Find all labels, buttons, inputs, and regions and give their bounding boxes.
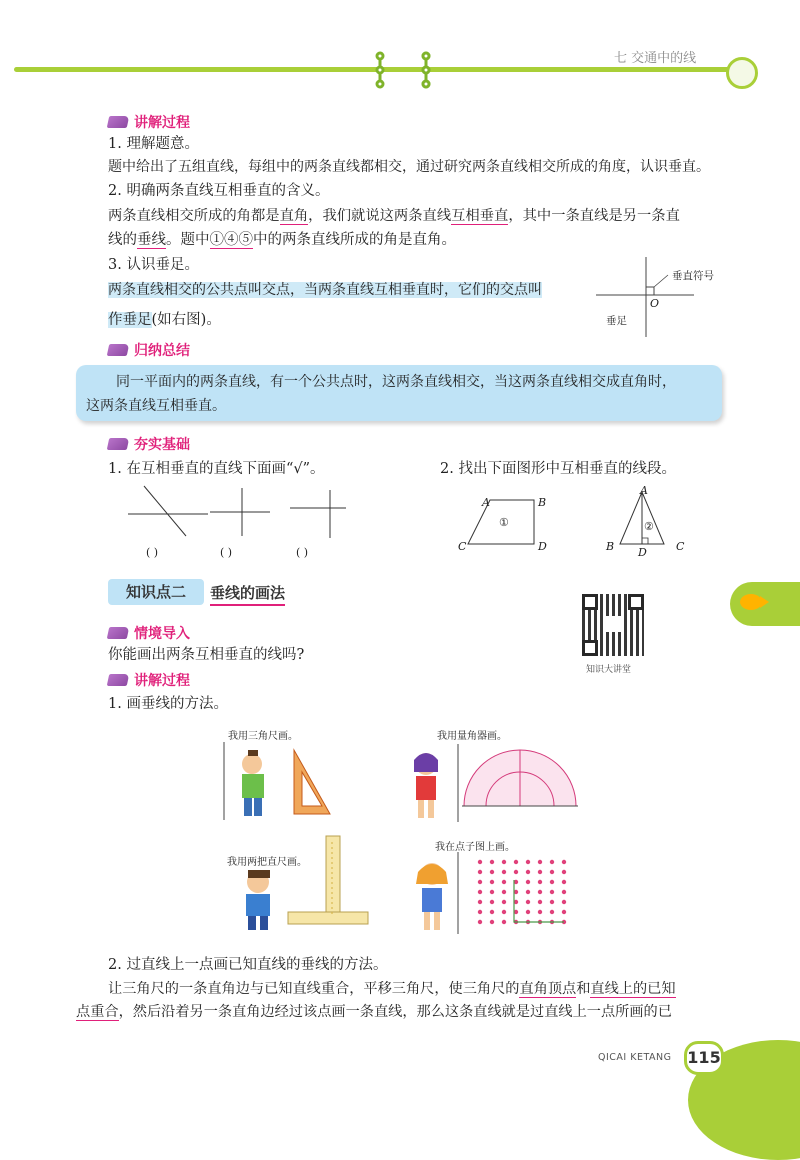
fish-icon — [740, 594, 762, 610]
chapter-title: 七 交通中的线 — [614, 51, 697, 66]
grid-dot — [502, 870, 506, 874]
grid-dot — [514, 870, 518, 874]
illustration-dot-grid — [404, 852, 574, 936]
book-icon — [107, 674, 130, 686]
caption-protractor: 我用量角器画。 — [437, 731, 507, 742]
grid-dot — [514, 860, 518, 864]
grid-dot — [490, 870, 494, 874]
tri-label-c: C — [676, 540, 685, 553]
grid-dot — [562, 880, 566, 884]
trapezoid-figure — [458, 488, 698, 568]
grid-dot — [538, 910, 542, 914]
grid-dot — [502, 890, 506, 894]
grid-dot — [526, 880, 530, 884]
trap-label-d: D — [538, 540, 547, 553]
book-icon — [107, 438, 130, 450]
illustration-protractor — [402, 742, 582, 822]
knowledge-point-title: 垂线的画法 — [210, 582, 285, 606]
trap-label-c: C — [458, 540, 467, 553]
section-heading-summary: 归纳总结 — [108, 340, 190, 360]
grid-dot — [478, 870, 482, 874]
paragraph-definition-2: 线的垂线。题中①④⑤中的两条直线所成的角是直角。 — [108, 232, 456, 248]
figure-label-o: O — [650, 297, 660, 310]
tri-label-d: D — [638, 546, 647, 559]
grid-dot — [538, 860, 542, 864]
paragraph-foot: 两条直线相交的公共点叫交点，当两条直线互相垂直时，它们的交点叫 — [108, 282, 542, 298]
qr-code[interactable] — [582, 594, 644, 656]
grid-dot — [478, 890, 482, 894]
grid-dot — [478, 910, 482, 914]
grid-dot — [562, 910, 566, 914]
grid-dot — [562, 860, 566, 864]
grid-dot — [562, 870, 566, 874]
section-heading-explain: 讲解过程 — [108, 112, 190, 132]
grid-dot — [502, 900, 506, 904]
grid-dot — [550, 890, 554, 894]
section-heading-intro: 情境导入 — [108, 623, 190, 643]
grid-dot — [538, 890, 542, 894]
grid-dot — [526, 910, 530, 914]
caption-triangle: 我用三角尺画。 — [228, 731, 298, 742]
side-tab — [730, 582, 800, 626]
grid-dot — [538, 900, 542, 904]
illustration-triangle-ruler — [222, 742, 362, 822]
grid-dot — [502, 880, 506, 884]
paragraph-foot-2: 作垂足(如右图)。 — [108, 312, 221, 328]
question-1: 1. 在互相垂直的直线下面画“√”。 — [108, 461, 325, 477]
grid-dot — [478, 920, 482, 924]
grid-dot — [550, 870, 554, 874]
tri-label-b: B — [606, 540, 615, 553]
section-heading-practice: 夯实基础 — [108, 434, 190, 454]
tri-label-a: A — [640, 484, 648, 497]
grid-dot — [550, 880, 554, 884]
grid-dot — [526, 860, 530, 864]
paragraph: 题中给出了五组直线，每组中的两条直线都相交，通过研究两条直线相交所成的角度，认识垂直。 — [108, 159, 710, 175]
figure-label-foot: 垂足 — [606, 315, 627, 327]
trap-label-num: ① — [499, 516, 509, 529]
caption-dot-grid: 我在点子图上画。 — [435, 842, 515, 853]
footer-brand: QICAI KETANG — [598, 1052, 672, 1063]
book-icon — [107, 627, 130, 639]
grid-dot — [478, 900, 482, 904]
tri-label-num: ② — [644, 520, 654, 533]
grid-dot — [562, 900, 566, 904]
grid-dot — [490, 890, 494, 894]
figure-label-symbol: 垂直符号 — [672, 270, 714, 282]
paragraph-method: 让三角尺的一条直角边与已知直线重合，平移三角尺，使三角尺的直角顶点和直线上的已知 — [108, 981, 676, 997]
book-icon — [107, 344, 130, 356]
line-pairs-figure — [120, 484, 360, 544]
grid-dot — [490, 880, 494, 884]
step-title: 2. 明确两条直线互相垂直的含义。 — [108, 183, 330, 199]
step-title: 2. 过直线上一点画已知直线的垂线的方法。 — [108, 957, 388, 973]
step-title: 1. 画垂线的方法。 — [108, 696, 228, 712]
paragraph-method-2: 点重合，然后沿着另一条直角边经过该点画一条直线，那么这条直线就是过直线上一点所画的已 — [76, 1004, 672, 1020]
chapter-badge-icon — [726, 57, 758, 89]
grid-dot — [490, 900, 494, 904]
summary-box — [76, 365, 722, 421]
summary-line-2: 这两条直线互相垂直。 — [86, 398, 226, 414]
grid-dot — [538, 870, 542, 874]
grid-dot — [490, 920, 494, 924]
paragraph-definition: 两条直线相交所成的角都是直角，我们就说这两条直线互相垂直，其中一条直线是另一条直 — [108, 208, 680, 224]
book-icon — [107, 116, 130, 128]
caption-rulers: 我用两把直尺画。 — [227, 857, 307, 868]
grid-dot — [538, 880, 542, 884]
knowledge-point-label: 知识点二 — [108, 579, 204, 605]
grid-dot — [526, 870, 530, 874]
grid-dot — [526, 900, 530, 904]
grid-dot — [550, 860, 554, 864]
qr-caption: 知识大讲堂 — [586, 665, 632, 675]
grid-dot — [550, 910, 554, 914]
grid-dot — [490, 860, 494, 864]
grid-dot — [562, 890, 566, 894]
step-title: 3. 认识垂足。 — [108, 257, 199, 273]
summary-line-1: 同一平面内的两条直线，有一个公共点时，这两条直线相交，当这两条直线相交成直角时， — [116, 374, 676, 390]
answer-blank-1[interactable]: ( ) — [146, 546, 159, 559]
intro-question: 你能画出两条互相垂直的线吗? — [108, 647, 305, 663]
grid-dot — [502, 910, 506, 914]
question-2: 2. 找出下面图形中互相垂直的线段。 — [440, 461, 676, 477]
grid-dot — [478, 860, 482, 864]
step-title: 1. 理解题意。 — [108, 136, 199, 152]
illustration-two-rulers — [228, 832, 378, 934]
grid-dot — [502, 920, 506, 924]
answer-blank-2[interactable]: ( ) — [220, 546, 233, 559]
page-number: 115 — [684, 1041, 724, 1075]
grid-dot — [478, 880, 482, 884]
grid-dot — [550, 900, 554, 904]
grid-dot — [502, 860, 506, 864]
binder-ring-3 — [418, 50, 438, 90]
grid-dot — [490, 910, 494, 914]
grid-dot — [526, 890, 530, 894]
section-heading-explain-2: 讲解过程 — [108, 670, 190, 690]
trap-label-b: B — [538, 496, 547, 509]
trap-label-a: A — [482, 496, 490, 509]
answer-blank-3[interactable]: ( ) — [296, 546, 309, 559]
